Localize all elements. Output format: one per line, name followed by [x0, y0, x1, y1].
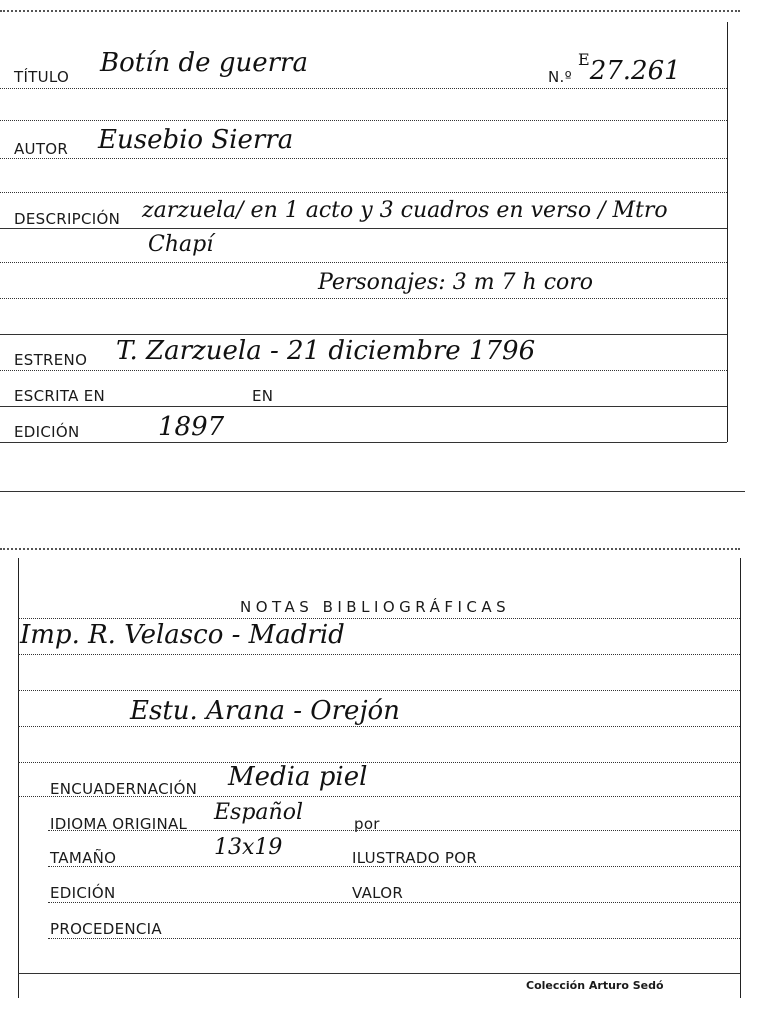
numero-value-wrap [578, 50, 681, 86]
descripcion-line2: Chapí [148, 232, 214, 257]
catalog-card-bottom [0, 540, 759, 1010]
idioma-label: IDIOMA ORIGINAL [50, 815, 188, 833]
valor-label: VALOR [352, 884, 404, 902]
rule-line [0, 442, 727, 443]
rule-line [0, 298, 727, 299]
rule-line [0, 158, 727, 159]
notas-title: NOTAS BIBLIOGRÁFICAS [240, 598, 511, 616]
encuadernacion-value: Media piel [228, 762, 368, 792]
numero-label: N.º [548, 68, 572, 86]
rule-line [48, 902, 740, 903]
card-bottom-top-edge [0, 548, 740, 560]
escrita-label: ESCRITA EN [14, 387, 106, 405]
numero-value: 27.261 [589, 56, 681, 86]
rule-line [18, 973, 740, 974]
rule-line [18, 654, 740, 655]
collection-footer: Colección Arturo Sedó [526, 979, 664, 992]
tamano-label: TAMAÑO [50, 849, 117, 867]
autor-label: AUTOR [14, 140, 69, 158]
edicion-value: 1897 [158, 412, 225, 442]
titulo-label: TÍTULO [14, 68, 70, 86]
rule-line [18, 618, 740, 619]
card-bottom-edge [0, 491, 745, 492]
rule-line [18, 762, 740, 763]
rule-line [0, 334, 727, 335]
procedencia-label: PROCEDENCIA [50, 920, 162, 938]
card-right-border [727, 22, 728, 442]
rule-line [0, 192, 727, 193]
notas-line1: Imp. R. Velasco - Madrid [20, 620, 345, 650]
card-left-border [18, 558, 19, 998]
por-label: por [354, 815, 380, 833]
encuadernacion-label: ENCUADERNACIÓN [50, 780, 198, 798]
en-label: EN [252, 387, 274, 405]
descripcion-line3: Personajes: 3 m 7 h coro [318, 270, 594, 295]
rule-line [0, 120, 727, 121]
edicion-label-bottom: EDICIÓN [50, 884, 116, 902]
numero-prefix: E [578, 50, 590, 69]
card-right-border [740, 558, 741, 998]
estreno-label: ESTRENO [14, 351, 88, 369]
rule-line [0, 370, 727, 371]
rule-line [48, 938, 740, 939]
notas-line2: Estu. Arana - Orejón [130, 696, 400, 726]
idioma-value: Español [214, 800, 303, 825]
titulo-value: Botín de guerra [100, 48, 308, 78]
rule-line [0, 406, 727, 407]
catalog-card-top [0, 0, 759, 495]
rule-line [0, 262, 727, 263]
card-top-edge [0, 10, 740, 22]
descripcion-line1: zarzuela/ en 1 acto y 3 cuadros en verso / Mtro [142, 198, 668, 223]
ilustrado-label: ILUSTRADO POR [352, 849, 478, 867]
tamano-value: 13x19 [214, 835, 283, 860]
estreno-value: T. Zarzuela - 21 diciembre 1796 [116, 336, 536, 366]
edicion-label: EDICIÓN [14, 423, 80, 441]
rule-line [0, 228, 727, 229]
descripcion-label: DESCRIPCIÓN [14, 210, 121, 228]
autor-value: Eusebio Sierra [98, 125, 294, 155]
rule-line [18, 726, 740, 727]
rule-line [0, 88, 727, 89]
rule-line [18, 690, 740, 691]
